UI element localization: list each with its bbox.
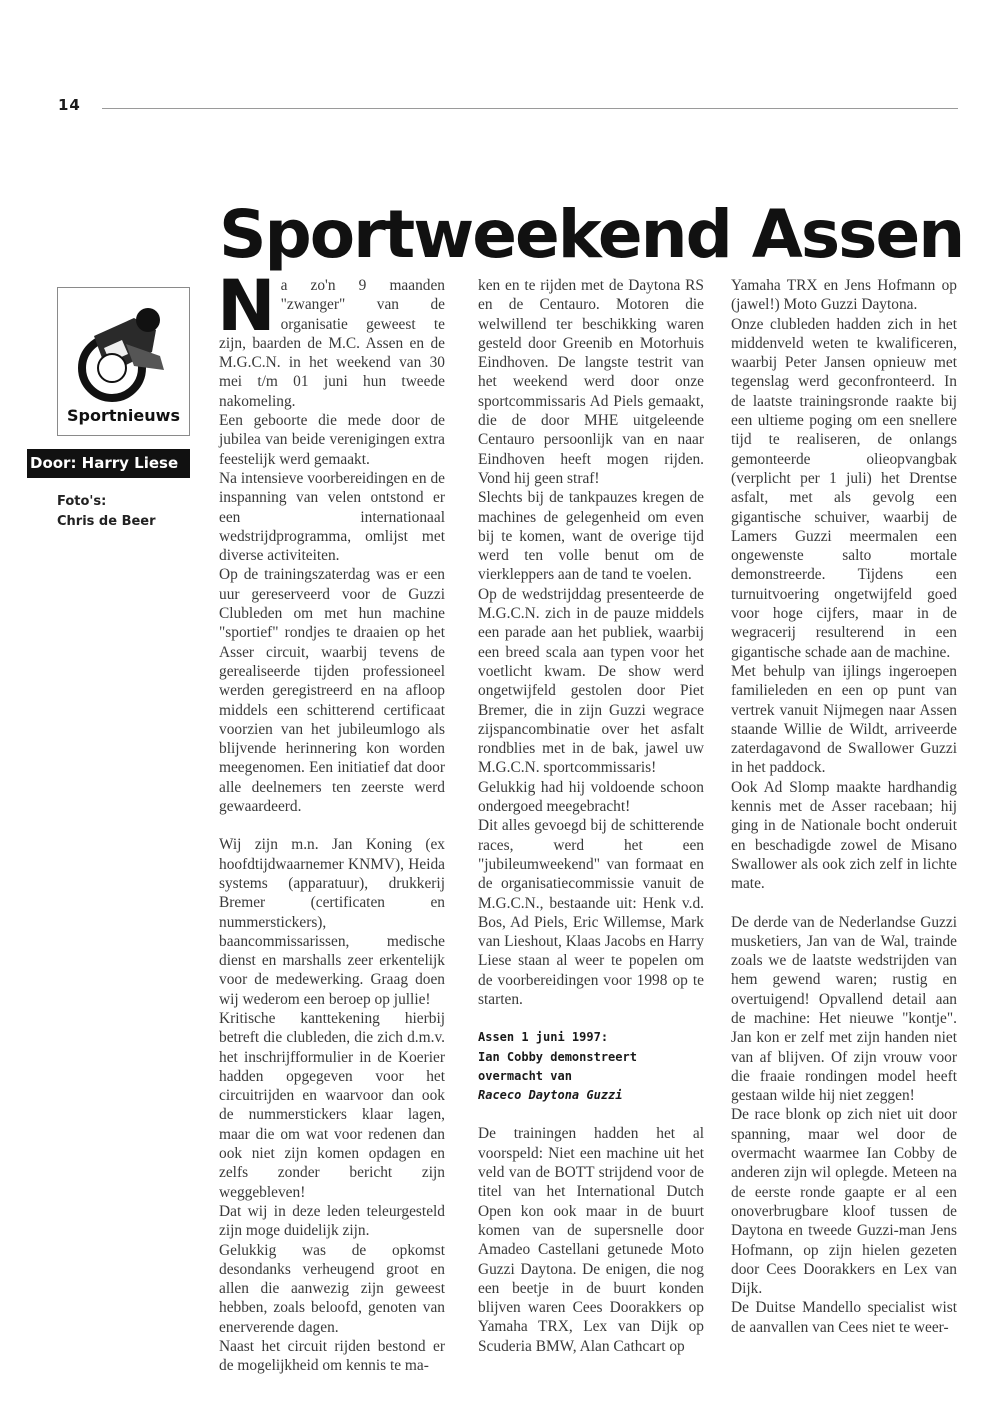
paragraph: Yamaha TRX en Jens Hofmann op (jawel!) Moto Guzzi Daytona. <box>731 277 957 314</box>
paragraph: Dat wij in deze leden teleurgesteld zijn moge duidelijk zijn. <box>219 1202 445 1240</box>
logo-label: Sportnieuws <box>67 406 180 425</box>
author-byline: Door: Harry Liese <box>27 449 190 478</box>
paragraph: Naast het circuit rijden bestond er de mogelijkheid om kennis te ma- <box>219 1338 445 1375</box>
subheading <box>478 1028 704 1105</box>
subheading-line: Assen 1 juni 1997: <box>478 1030 609 1045</box>
paragraph: De trainingen hadden het al voorspeld: Niet een machine uit het veld van de BOTT strijdend voor de titel van het International Dutch Open kon ook maar in de buurt komen van de supersnelle door Amadeo Castellani getunede Moto Guzzi Daytona. De enigen, die nog een beetje in de buurt konden blijven waren Cees Doorakkers op Yamaha TRX, Lex van Dijk op Scuderia BMW, Alan Cathcart op <box>478 1125 704 1355</box>
paragraph: Wij zijn m.n. Jan Koning (ex hoofdtijdwaarnemer KNMV), Heida systems (apparatuur), drukkerij Bremer (certificaten en nummerstickers), baancommissarissen, medische dienst en marshalls zeer erkentelijk voor de medewerking. Graag doen wij wederom een beroep op jullie! <box>219 836 445 1008</box>
paragraph: De Duitse Mandello specialist wist de aanvallen van Cees niet te weer- <box>731 1299 957 1336</box>
article-column-3 <box>731 276 957 1337</box>
subheading-line: Raceco Daytona Guzzi <box>478 1088 623 1103</box>
article-title: Sportweekend Assen <box>219 196 964 274</box>
paragraph: Ook Ad Slomp maakte hardhandig kennis met de Asser racebaan; hij ging in de Nationale bocht onderuit en beschadigde zowel de Misano Swallower als ook zich zelf in lichte mate. <box>731 778 957 893</box>
paragraph: Gelukkig had hij voldoende schoon ondergoed meegebracht! <box>478 778 704 816</box>
paragraph: De race blonk op zich niet uit door spanning, maar wel door de overmacht waarmee Ian Cobby de anderen zijn wil oplegde. Meteen na de eerste ronde gaapte er al een onoverbrugbare kloof tussen de Daytona en tweede Guzzi-man Jens Hofmann, op zijn hielen gezeten door Cees Doorakkers en Lex van Dijk. <box>731 1106 957 1298</box>
drop-cap: N <box>217 265 276 347</box>
paragraph: Dit alles gevoegd bij de schitterende races, werd het een "jubileumweekend" van formaat en de organisatiecommissie vanuit de M.G.C.N., bestaande uit: Henk v.d. Bos, Ad Piels, Eric Willemse, Mark van Lieshout, Klaas Jacobs en Harry Liese staan al weer te popelen om de voorbereidingen voor 1998 op te starten. <box>478 817 704 1008</box>
paragraph: Op de trainingszaterdag was er een uur gereserveerd voor de Guzzi Clubleden om met hun machine "sportief" rondjes te draaien op het Asser circuit, waarbij tevens de gerealiseerde tijden professioneel werden geregistreerd en na afloop middels een schitterend certificaat voorzien van het jubileumlogo als blijvende herinnering kon worden meegenomen. Een initiatief dat door alle deelnemers ten zeerste werd gewaardeerd. <box>219 566 445 816</box>
article-column-2 <box>478 276 704 1356</box>
paragraph: Met behulp van ijlings ingeroepen familieleden en een op punt van vertrek vanuit Nijmegen naar Assen staande Willie de Wildt, arriveerde zaterdagavond de Swallower Guzzi in het paddock. <box>731 662 957 777</box>
sidebar <box>30 287 192 532</box>
paragraph: Na intensieve voorbereidingen en de inspanning van velen ontstond er een internationaal wedstrijdprogramma, omlijst met diverse activiteiten. <box>219 469 445 565</box>
paragraph: ken en te rijden met de Daytona RS en de Centauro. Motoren die welwillend ter beschikking waren gesteld door Greenib en Motorhuis Eindhoven. De langste testrit van het weekend werd door onze sportcommissaris Ad Piels gemaakt, die de door MHE uitgeleende Centauro persoonlijk van en naar Eindhoven heeft mogen rijden. Vond hij geen straf! <box>478 277 704 487</box>
photo-credit <box>57 492 192 532</box>
article-column-1 <box>217 265 445 1376</box>
sportnieuws-logo <box>57 287 190 436</box>
paragraph: Op de wedstrijddag presenteerde de M.G.C.N. zich in de pauze middels een parade aan het publiek, waarbij een breed scala aan typen voor het voetlicht kwam. De show werd ongetwijfeld gestolen door Piet Bremer, die in zijn Guzzi wegrace zijspancombinatie over het asfalt rondblies met in de bak, jawel uw M.G.C.N. sportcommissaris! <box>478 585 704 777</box>
photo-label: Foto's: <box>57 494 107 509</box>
paragraph: Onze clubleden hadden zich in het middenveld weten te kwalificeren, waarbij Peter Jansen opnieuw met tegenslag werd geconfronteerd. In de laatste trainingsronde raakte bij een ultieme poging om een snellere tijd te realiseren, de onlangs gemonteerde olieopvangbak (verplicht per 1 juli) het Drentse asfalt, met als gevolg een gigantische schuiver, waarbij de Lamers Guzzi meermalen een ongewenste salto mortale demonstreerde. Tijdens een turnuitvoering ongetwijfeld goed voor hoge cijfers, maar in de wegracerij resulterend in een gigantische schade aan de machine. <box>731 315 957 661</box>
paragraph: Gelukkig was de opkomst desondanks verheugend groot en allen die aanwezig zijn geweest hebben, zoals beloofd, genoten van enerverende dagen. <box>219 1241 445 1336</box>
paragraph: Slechts bij de tankpauzes kregen de machines de gelegenheid om even bij te komen, want de overige tijd werd ten volle benut om de vierkleppers aan de tand te voelen. <box>478 489 704 584</box>
paragraph: Een geboorte die mede door de jubilea van beide verenigingen extra feestelijk werd gemaakt. <box>219 412 445 468</box>
paragraph: Na zo'n 9 maanden "zwanger" van de organisatie geweest te zijn, baarden de M.C. Assen en de M.G.C.N. in het weekend van 30 mei t/m 01 juni hun tweede nakomeling. <box>217 265 445 410</box>
photographer-name: Chris de Beer <box>57 514 156 529</box>
motorcycle-racer-icon <box>64 296 182 406</box>
header-rule <box>102 108 958 109</box>
page-number: 14 <box>58 96 81 114</box>
paragraph: De derde van de Nederlandse Guzzi musketiers, Jan van de Wal, trainde zoals we de laatste wedstrijden van hem gewend waren; rustig en overtuigend! Opvallend detail aan de machine: Het nieuwe "kontje". Jan kon er zelf met zijn handen niet van af blijven. Of zijn vrouw voor die fraaie rondingen model heeft gestaan wilde hij niet zeggen! <box>731 913 957 1105</box>
paragraph: Kritische kanttekening hierbij betreft die clubleden, die zich d.m.v. het inschrijfformulier in de Koerier hadden opgegeven voor het circuitrijden en waarvoor dan ook de nummerstickers klaar lagen, maar die om wat voor redenen dan ook niet zijn komen opdagen en zelfs zonder bericht zijn weggebleven! <box>219 1009 445 1201</box>
subheading-line: Ian Cobby demonstreert overmacht van <box>478 1049 637 1083</box>
